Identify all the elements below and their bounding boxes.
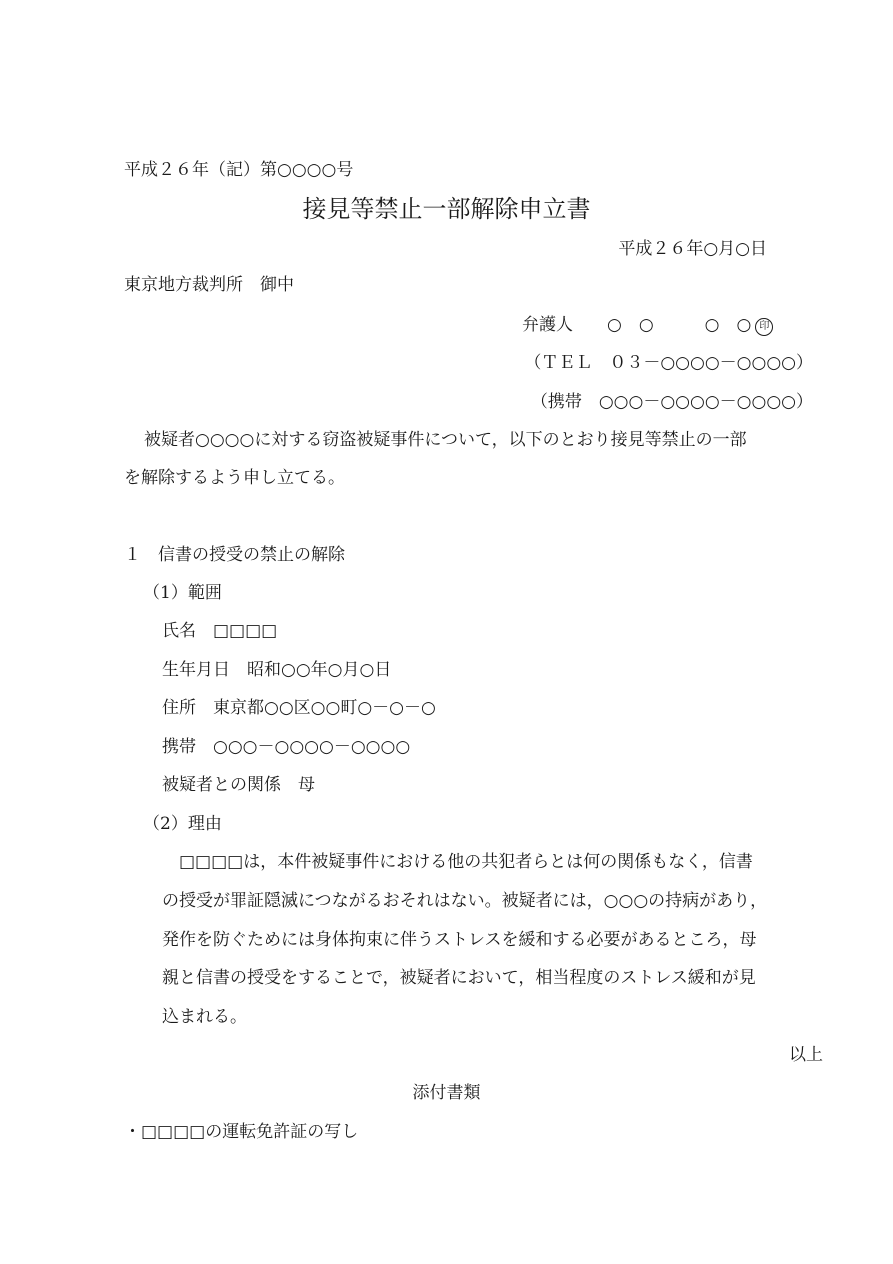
scope-birthdate: 生年月日 昭和○○年○月○日: [162, 660, 392, 680]
reason-line-3: 発作を防ぐためには身体拘束に伴うストレスを緩和する必要があるところ，母: [162, 930, 757, 950]
intro-line-2: を解除するよう申し立てる。: [124, 468, 345, 488]
scope-name: 氏名 □□□□: [162, 621, 278, 641]
attorney-line: [522, 314, 773, 336]
attorney-mobile: （携帯 ○○○－○○○○－○○○○）: [530, 392, 813, 412]
reason-line-1: □□□□は，本件被疑事件における他の共犯者らとは何の関係もなく，信書: [162, 852, 753, 872]
attachments-heading: 添付書類: [412, 1083, 481, 1103]
attachment-item: ・□□□□の運転免許証の写し: [124, 1122, 359, 1142]
scope-mobile: 携帯 ○○○－○○○○－○○○○: [162, 737, 411, 757]
reason-line-4: 親と信書の授受をすることで，被疑者において，相当程度のストレス緩和が見: [162, 968, 756, 988]
document-date: 平成２６年○月○日: [618, 239, 767, 259]
section-1-heading: １ 信書の授受の禁止の解除: [124, 545, 345, 565]
scope-heading: （1）範囲: [143, 583, 222, 603]
court-addressee: 東京地方裁判所 御中: [124, 275, 294, 295]
attorney-tel: （ＴＥＬ ０３－○○○○－○○○○）: [524, 353, 813, 373]
seal-icon: 印: [755, 318, 773, 336]
attorney-label: 弁護人: [522, 315, 573, 335]
reason-line-5: 込まれる。: [162, 1007, 247, 1027]
document-title: 接見等禁止一部解除申立書: [302, 195, 591, 223]
intro-line-1: 被疑者○○○○に対する窃盗被疑事件について，以下のとおり接見等禁止の一部: [144, 430, 747, 450]
attorney-name: ○ ○ ○ ○: [607, 315, 752, 335]
reason-heading: （2）理由: [143, 814, 222, 834]
closing-mark: 以上: [789, 1045, 823, 1065]
case-number: 平成２６年（記）第○○○○号: [124, 160, 354, 180]
scope-relation: 被疑者との関係 母: [162, 775, 315, 795]
reason-line-2: の授受が罪証隠滅につながるおそれはない。被疑者には，○○○の持病があり，: [162, 891, 768, 911]
scope-address: 住所 東京都○○区○○町○－○－○: [162, 698, 436, 718]
